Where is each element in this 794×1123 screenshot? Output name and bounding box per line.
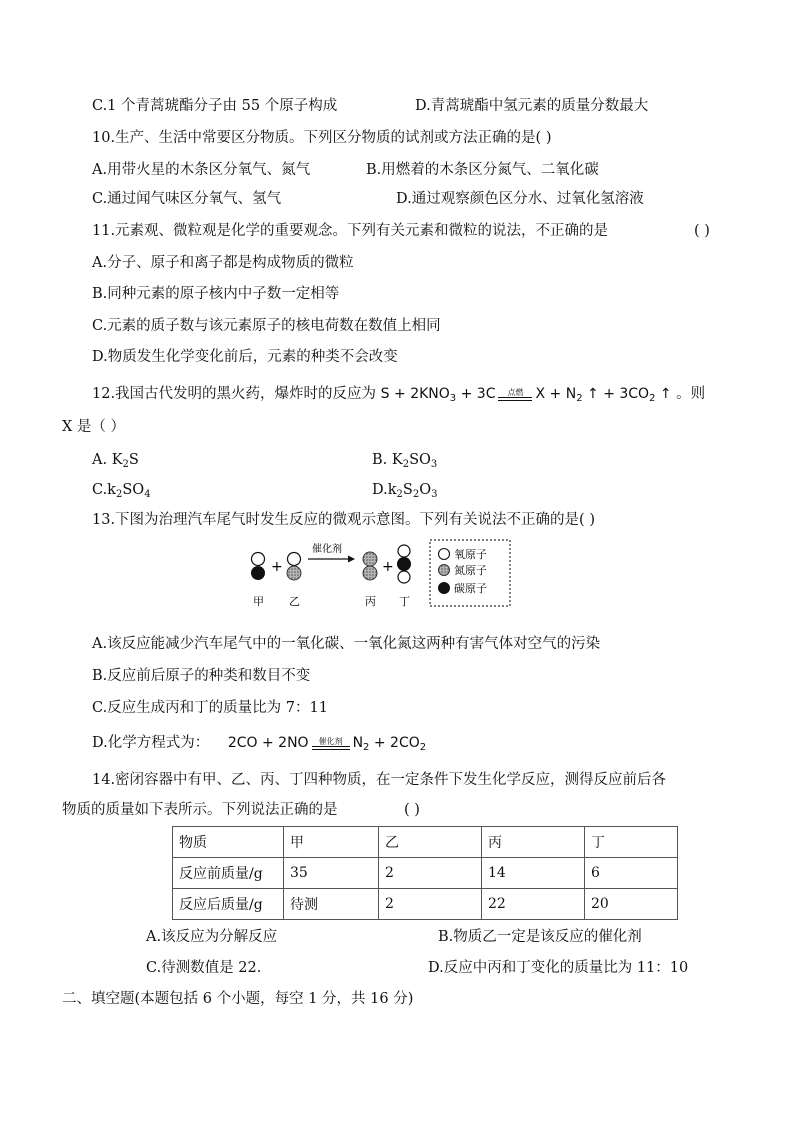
table-header-cell: 物质 [173, 827, 284, 858]
table-row [173, 858, 678, 889]
q14-option-d: D.反应中丙和丁变化的质量比为 11：10 [428, 960, 689, 976]
molecule-ding [397, 545, 411, 583]
q12-stem-pre: 12.我国古代发明的黑火药，爆炸时的反应为 [92, 386, 377, 402]
legend-nitrogen: 氮原子 [454, 564, 487, 577]
table-cell: 2 [379, 889, 482, 920]
table-cell: 6 [585, 858, 678, 889]
legend-carbon: 碳原子 [454, 582, 487, 595]
mass-table [172, 826, 678, 920]
plus-sign: + [382, 559, 394, 575]
section-heading-fill-in: 二、填空题(本题包括 6 个小题，每空 1 分，共 16 分) [62, 991, 414, 1007]
q14-option-b: B.物质乙一定是该反应的催化剂 [438, 929, 642, 945]
q13-stem: 13.下图为治理汽车尾气时发生反应的微观示意图。下列有关说法不正确的是( ) [92, 512, 595, 528]
q11-option-a: A.分子、原子和离子都是构成物质的微粒 [92, 255, 354, 271]
plus-sign: + [271, 559, 283, 575]
q13-reaction-arrow: 催化剂 [312, 737, 350, 750]
q12-equation: $S + 2KNO_3 + 3C$ 点燃 $X + N_2$ ↑ + $3CO_2$ ↑ [380, 386, 672, 404]
q13-option-d: D.化学方程式为： 2CO + 2NO 催化剂 $N_2 + 2CO_2$ [92, 735, 427, 753]
q9-option-c: C.1 个青蒿琥酯分子由 55 个原子构成 [92, 98, 338, 114]
catalyst-label: 催化剂 [312, 544, 342, 555]
q9-option-d: D.青蒿琥酯中氢元素的质量分数最大 [415, 98, 649, 114]
q13-option-b: B.反应前后原子的种类和数目不变 [92, 668, 311, 684]
q12-stem-post: 。则 [676, 386, 706, 402]
q12-stem-line2: X 是（ ） [62, 419, 126, 435]
q10-option-d: D.通过观察颜色区分水、过氧化氢溶液 [396, 191, 644, 207]
q12-option-d: $D.k_2S_2O_3$ [372, 482, 438, 500]
table-cell: 反应后质量/g [173, 889, 284, 920]
q10-stem: 10.生产、生活中常要区分物质。下列区分物质的试剂或方法正确的是( ) [92, 130, 552, 146]
table-header-cell: 丙 [482, 827, 585, 858]
q11-stem: 11.元素观、微粒观是化学的重要观念。下列有关元素和微粒的说法，不正确的是 [92, 223, 609, 239]
table-row [173, 889, 678, 920]
molecule-jia [251, 553, 265, 581]
q12-option-a: A. $K_2S$ [92, 452, 139, 470]
table-header-cell: 甲 [284, 827, 379, 858]
q11-answer-paren: ( ) [694, 223, 710, 239]
table-cell: 待测 [284, 889, 379, 920]
label-bing: 丙 [365, 595, 376, 608]
legend-oxygen: 氧原子 [454, 548, 487, 561]
label-jia: 甲 [253, 595, 264, 608]
table-header-cell: 乙 [379, 827, 482, 858]
q12-stem-line1 [92, 384, 705, 409]
table-cell: 20 [585, 889, 678, 920]
q13-option-a: A.该反应能减少汽车尾气中的一氧化碳、一氧化氮这两种有害气体对空气的污染 [92, 636, 601, 652]
table-cell: 14 [482, 858, 585, 889]
q14-option-c: C.待测数值是 22. [146, 960, 262, 976]
reaction-micro-diagram [246, 538, 512, 610]
legend [430, 540, 510, 606]
q13-equation: 2CO + 2NO 催化剂 $N_2 + 2CO_2$ [227, 735, 427, 753]
q11-option-b: B.同种元素的原子核内中子数一定相等 [92, 286, 340, 302]
q10-option-c: C.通过闻气味区分氧气、氢气 [92, 191, 282, 207]
table-cell: 2 [379, 858, 482, 889]
molecule-yi [287, 553, 301, 581]
q11-option-c: C.元素的质子数与该元素原子的核电荷数在数值上相同 [92, 318, 441, 334]
q14-option-a: A.该反应为分解反应 [146, 929, 278, 945]
table-cell: 反应前质量/g [173, 858, 284, 889]
q14-stem-line1: 14.密闭容器中有甲、乙、丙、丁四种物质，在一定条件下发生化学反应，测得反应前后各 [92, 772, 667, 788]
q12-option-b: B. $K_2SO_3$ [372, 452, 438, 470]
q12-option-c: $C.k_2SO_4$ [92, 482, 151, 500]
q12-reaction-arrow: 点燃 [498, 388, 532, 401]
molecule-bing [363, 552, 377, 580]
q13-option-c: C.反应生成丙和丁的质量比为 7：11 [92, 700, 328, 716]
label-ding: 丁 [399, 595, 410, 608]
table-header-cell: 丁 [585, 827, 678, 858]
q14-stem-line2: 物质的质量如下表所示。下列说法正确的是 [62, 802, 338, 818]
table-cell: 35 [284, 858, 379, 889]
label-yi: 乙 [289, 595, 300, 608]
table-header-row [173, 827, 678, 858]
q14-answer-paren: ( ) [404, 802, 420, 818]
q10-option-a: A.用带火星的木条区分氧气、氮气 [92, 162, 311, 178]
q11-option-d: D.物质发生化学变化前后，元素的种类不会改变 [92, 349, 398, 365]
q10-option-b: B.用燃着的木条区分氮气、二氧化碳 [366, 162, 599, 178]
table-cell: 22 [482, 889, 585, 920]
